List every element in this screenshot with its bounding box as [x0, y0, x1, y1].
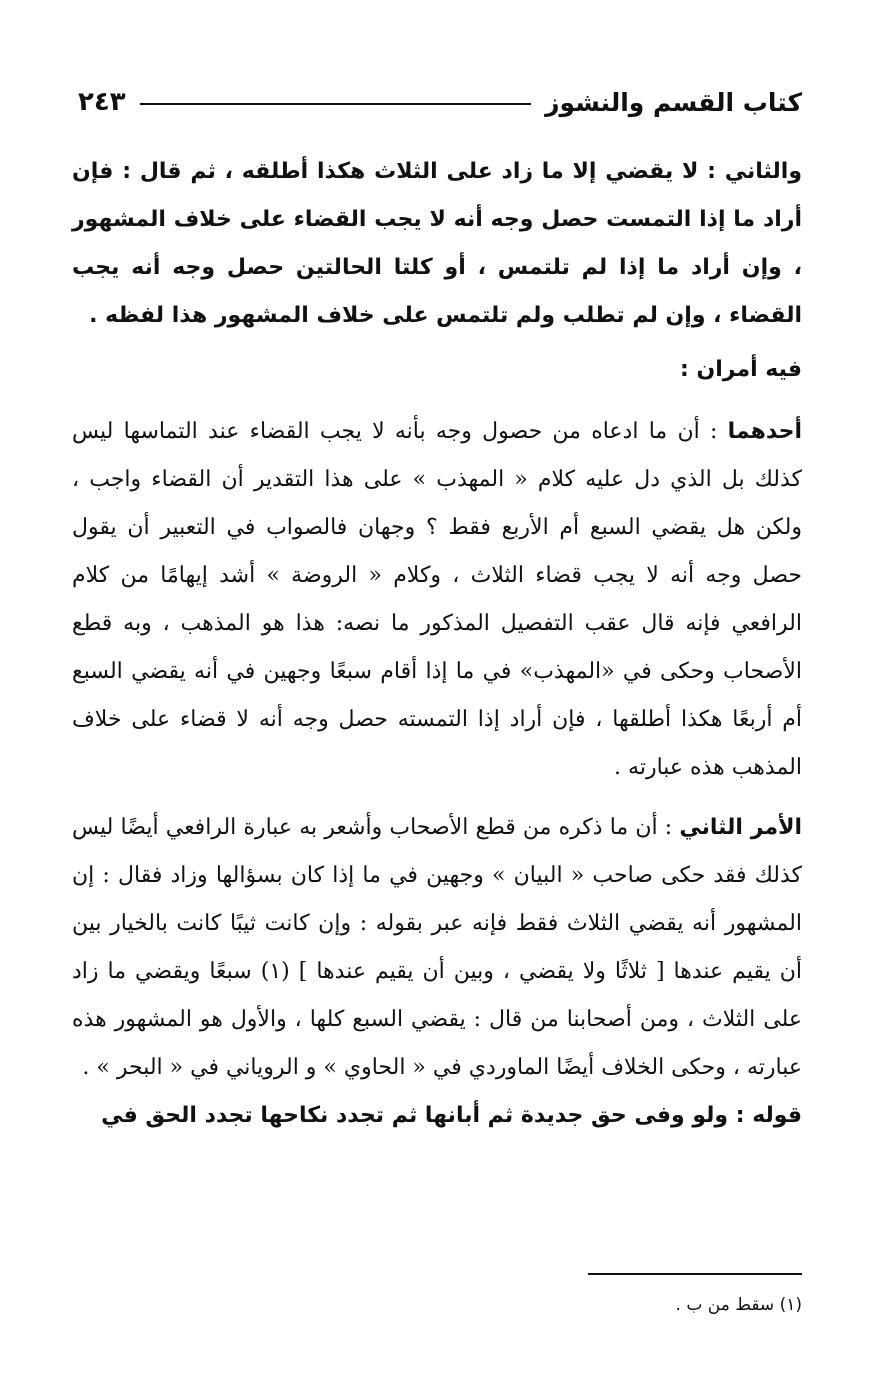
paragraph-lead: أحدهما	[727, 419, 802, 444]
header-rule	[140, 103, 532, 105]
section-heading: فيه أمران :	[679, 357, 802, 382]
page-number: ٢٤٣	[78, 87, 126, 117]
commentary-paragraph-1	[72, 408, 802, 792]
quoted-paragraph-2: قوله : ولو وفى حق جديدة ثم أبانها ثم تجدد نكاحها تجدد الحق في	[101, 1103, 802, 1128]
footnote-rule	[588, 1273, 802, 1275]
quoted-paragraph-1: والثاني : لا يقضي إلا ما زاد على الثلاث هكذا أطلقه ، ثم قال : فإن أراد ما إذا التمست حصل وجه أنه لا يجب القضاء على خلاف المشهور ، وإن أراد ما إذا لم تلتمس ، أو كلتا الحالتين حصل وجه أنه يجب القضاء ، وإن لم تطلب ولم تلتمس على خلاف المشهور هذا لفظه .	[72, 159, 802, 328]
commentary-paragraph-2	[72, 804, 802, 1092]
running-title: كتاب القسم والنشوز	[545, 87, 802, 117]
footnote: (١) سقط من ب .	[675, 1295, 802, 1315]
body-text	[72, 148, 802, 1140]
paragraph-body: : أن ما ذكره من قطع الأصحاب وأشعر به عبارة الرافعي أيضًا ليس كذلك فقد حكى صاحب « البيان » وجهين في ما إذا كان بسؤالها وزاد فقال : إن المشهور أنه يقضي الثلاث فقط فإنه عبر بقوله : وإن كانت ثيبًا كانت بالخيار بين أن يقيم عندها [ ثلاثًا ولا يقضي ، وبين أن يقيم عندها ] (١) سبعًا ويقضي ما زاد على الثلاث ، ومن أصحابنا من قال : يقضي السبع كلها ، والأول هو المشهور هذه عبارته ، وحكى الخلاف أيضًا الماوردي في « الحاوي » و الروياني في « البحر » .	[72, 815, 802, 1080]
paragraph-lead: الأمر الثاني	[679, 815, 803, 840]
paragraph-body: : أن ما ادعاه من حصول وجه بأنه لا يجب القضاء عند التماسها ليس كذلك بل الذي دل عليه كلام « المهذب » على هذا التقدير أن القضاء واجب ، ولكن هل يقضي السبع أم الأربع فقط ؟ وجهان فالصواب في التعبير أن يقول حصل وجه أنه لا يجب قضاء الثلاث ، وكلام « الروضة » أشد إيهامًا من كلام الرافعي فإنه قال عقب التفصيل المذكور ما نصه: هذا هو المذهب ، وبه قطع الأصحاب وحكى في «المهذب» في ما إذا أقام سبعًا وجهين في أنه يقضي السبع أم أربعًا هكذا أطلقها ، فإن أراد إذا التمسته حصل وجه أنه لا قضاء على خلاف المذهب هذه عبارته .	[72, 419, 802, 780]
running-header	[78, 80, 802, 124]
